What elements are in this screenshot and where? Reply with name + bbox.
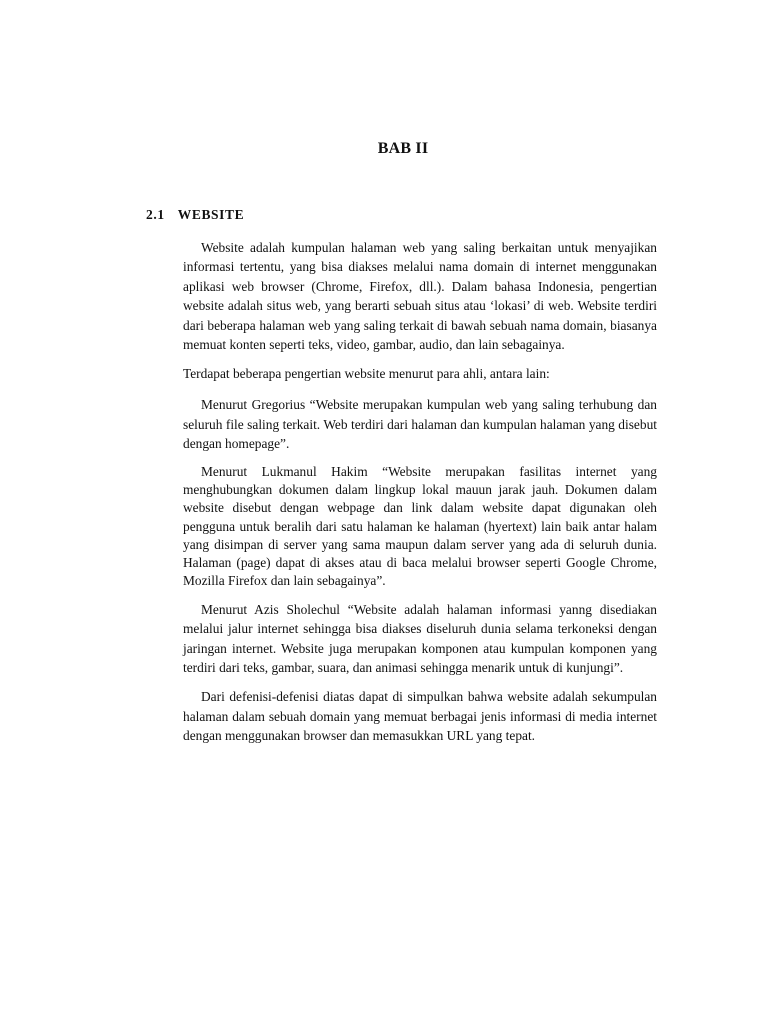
paragraph-azis-sholechul: Menurut Azis Sholechul “Website adalah halaman informasi yanng disediakan melalui jalur internet sehingga bisa diakses diseluruh dunia selama terkoneksi dengan jaringan internet. Website juga merupakan komponen atau kumpulan komponen yang terdiri dari teks, gambar, suara, dan animasi sehingga menarik untuk di kunjungi”. <box>183 601 657 676</box>
section-body <box>183 238 657 755</box>
section-number: 2.1 <box>146 207 165 222</box>
section-title: WEBSITE <box>177 207 245 222</box>
paragraph-lukmanul-hakim: Menurut Lukmanul Hakim “Website merupakan fasilitas internet yang menghubungkan dokumen dalam lingkup lokal mauun jarak jauh. Dokumen dalam website disebut dengan webpage dan link dalam website dapat digunakan oleh pengguna untuk beralih dari satu halaman ke halaman (hyertext) lain baik antar halam yang disimpan di server yang sama maupun dalam server yang ada di seluruh dunia. Halaman (page) dapat di akses atau di baca melalui browser seperti Google Chrome, Mozilla Firefox dan lain sebagainya”. <box>183 464 657 589</box>
paragraph-gregorius: Menurut Gregorius “Website merupakan kumpulan web yang saling terhubung dan seluruh file saling terkait. Web terdiri dari halaman dan kumpulan halaman yang disebut dengan homepage”. <box>183 397 657 452</box>
paragraph-intro: Terdapat beberapa pengertian website menurut para ahli, antara lain: <box>183 365 550 381</box>
section-heading <box>146 207 244 223</box>
paragraph-conclusion: Dari defenisi-defenisi diatas dapat di simpulkan bahwa website adalah sekumpulan halaman dalam sebuah domain yang memuat berbagai jenis informasi di media internet dengan menggunakan browser dan memasukkan URL yang tepat. <box>183 689 657 743</box>
paragraph-definition: Website adalah kumpulan halaman web yang saling berkaitan untuk menyajikan informasi tertentu, yang bisa diakses melalui nama domain di internet menggunakan aplikasi web browser (Chrome, Firefox, dll.). Dalam bahasa Indonesia, pengertian website adalah situs web, yang berarti sebuah situs atau ‘lokasi’ di web. Website terdiri dari beberapa halaman web yang saling terkait di bawah sebuah nama domain, biasanya memuat konten seperti teks, video, gambar, audio, dan lain sebagainya. <box>183 240 657 353</box>
chapter-title: BAB II <box>377 140 429 157</box>
